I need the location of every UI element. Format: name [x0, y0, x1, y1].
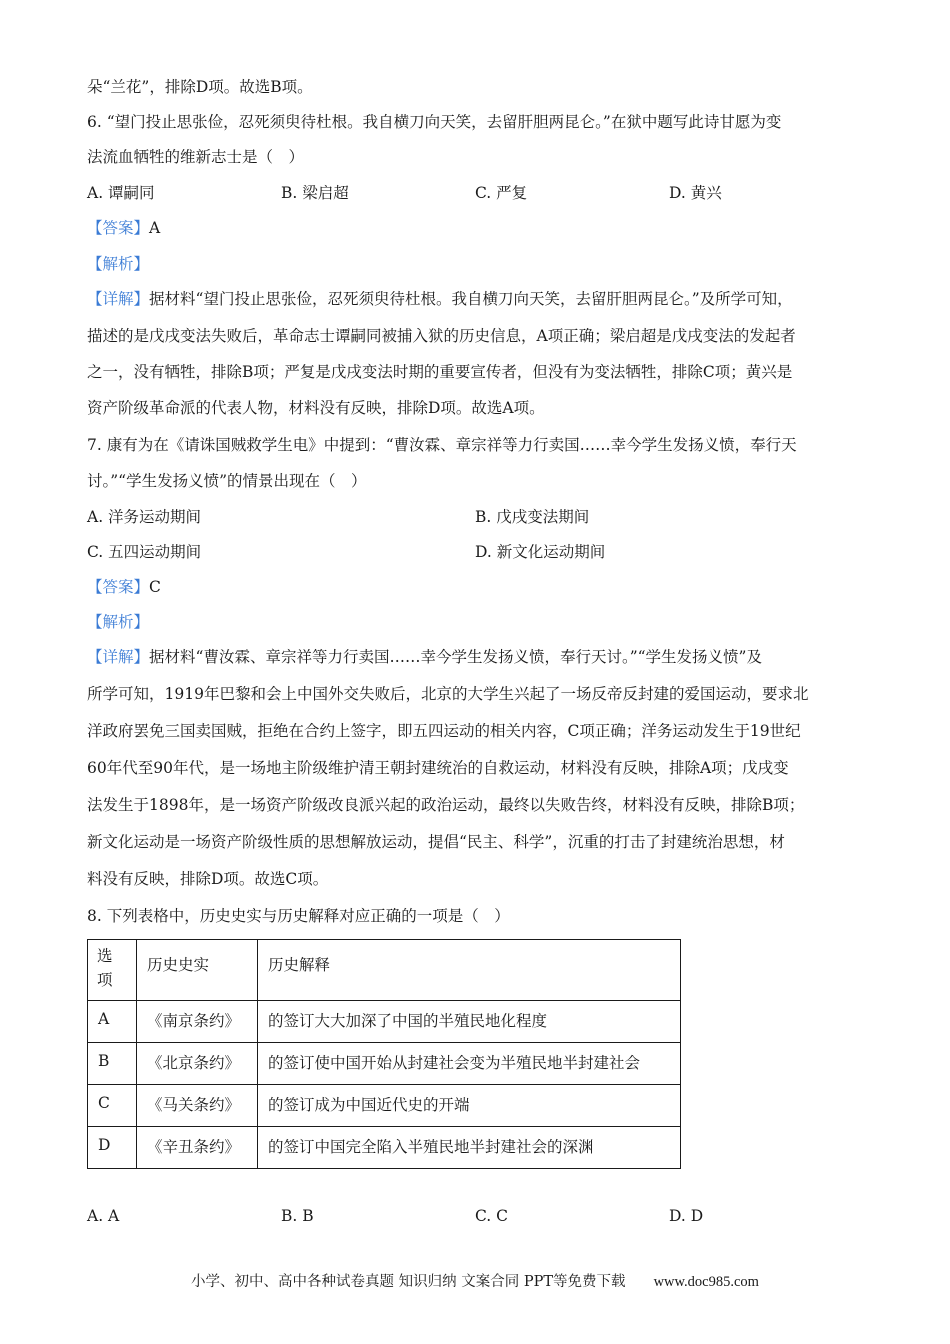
q7-option-a: A. 洋务运动期间: [87, 508, 202, 526]
detail-tag: 【详解】: [87, 648, 150, 666]
previous-answer-tail: 朵“兰花”，排除D项。故选B项。: [87, 78, 313, 96]
footer-url[interactable]: www.doc985.com: [653, 1274, 759, 1290]
q6-analysis-tag: 【解析】: [87, 255, 150, 273]
q7-stem-line-2: 讨。”“学生发扬义愤”的情景出现在（ ）: [87, 472, 367, 490]
q8-table: [87, 939, 681, 1169]
q6-stem-line-2: 法流血牺牲的维新志士是（ ）: [87, 148, 305, 166]
q7-detail-line-3: 洋政府罢免三国卖国贼，拒绝在合约上签字，即五四运动的相关内容，C项正确；洋务运动发生于19世纪: [87, 722, 801, 740]
q7-detail-line-7: 料没有反映，排除D项。故选C项。: [87, 870, 329, 888]
q7-option-b: B. 戊戌变法期间: [475, 508, 590, 526]
table-header-option: 选项: [88, 940, 137, 1001]
q6-answer-value: A: [149, 219, 161, 237]
q6-answer: [87, 217, 160, 239]
q6-option-d: D. 黄兴: [669, 184, 722, 202]
q7-detail-line-5: 法发生于1898年，是一场资产阶级改良派兴起的政治运动，最终以失败告终，材料没有反映，排除B项；: [87, 796, 805, 814]
q6-detail-line-3: 之一，没有牺牲，排除B项；严复是戊戌变法时期的重要宣传者，但没有为变法牺牲，排除C项；黄兴是: [87, 363, 793, 381]
q8-stem: 8. 下列表格中，历史史实与历史解释对应正确的一项是（ ）: [87, 907, 510, 925]
table-row: B 《北京条约》 的签订使中国开始从封建社会变为半殖民地半封建社会: [88, 1043, 681, 1085]
answer-tag: 【答案】: [87, 219, 150, 237]
q7-stem-line-1: 7. 康有为在《请诛国贼救学生电》中提到：“曹汝霖、章宗祥等力行卖国……幸今学生发扬义愤，奉行天: [87, 436, 797, 454]
q8-option-a: A. A: [87, 1207, 120, 1225]
q6-detail-line-1: 【详解】据材料“望门投止思张俭，忍死须臾待杜根。我自横刀向天笑，去留肝胆两昆仑。”及所学可知，: [87, 290, 793, 308]
q6-detail-line-2: 描述的是戊戌变法失败后，革命志士谭嗣同被捕入狱的历史信息，A项正确；梁启超是戊戌变法的发起者: [87, 327, 796, 345]
footer-text: 小学、初中、高中各种试卷真题 知识归纳 文案合同 PPT等免费下载: [191, 1274, 626, 1290]
q7-option-d: D. 新文化运动期间: [475, 543, 606, 561]
detail-tag: 【详解】: [87, 290, 150, 308]
q7-answer: [87, 576, 161, 598]
q7-detail-line-2: 所学可知，1919年巴黎和会上中国外交失败后，北京的大学生兴起了一场反帝反封建的爱国运动，要求北: [87, 685, 809, 703]
q6-option-a: A. 谭嗣同: [87, 184, 155, 202]
q6-option-b: B. 梁启超: [281, 184, 349, 202]
q7-detail-line-6: 新文化运动是一场资产阶级性质的思想解放运动，提倡“民主、科学”，沉重的打击了封建统治思想，材: [87, 833, 785, 851]
q7-analysis-tag: 【解析】: [87, 613, 150, 631]
answer-tag: 【答案】: [87, 578, 150, 596]
q8-option-d: D. D: [669, 1207, 704, 1225]
q7-answer-value: C: [149, 578, 161, 596]
table-header-row: [88, 940, 681, 1001]
q7-detail-line-4: 60年代至90年代，是一场地主阶级维护清王朝封建统治的自救运动，材料没有反映，排除A项；戊戌变: [87, 759, 789, 777]
table-row: D 《辛丑条约》 的签订中国完全陷入半殖民地半封建社会的深渊: [88, 1127, 681, 1169]
table-row: A 《南京条约》 的签订大大加深了中国的半殖民地化程度: [88, 1001, 681, 1043]
q6-option-c: C. 严复: [475, 184, 528, 202]
table-header-fact: 历史史实: [137, 940, 258, 1001]
q6-detail-line-4: 资产阶级革命派的代表人物，材料没有反映，排除D项。故选A项。: [87, 399, 545, 417]
q7-detail-line-1: 【详解】据材料“曹汝霖、章宗祥等力行卖国……幸今学生发扬义愤，奉行天讨。”“学生发扬义愤”及: [87, 648, 762, 666]
q6-stem-line-1: 6. “望门投止思张俭，忍死须臾待杜根。我自横刀向天笑，去留肝胆两昆仑。”在狱中题写此诗甘愿为变: [87, 113, 782, 131]
q7-option-c: C. 五四运动期间: [87, 543, 202, 561]
page-footer: [0, 1270, 950, 1291]
table-row: C 《马关条约》 的签订成为中国近代史的开端: [88, 1085, 681, 1127]
q8-option-b: B. B: [281, 1207, 314, 1225]
q8-option-c: C. C: [475, 1207, 509, 1225]
table-header-interpretation: 历史解释: [258, 940, 681, 1001]
